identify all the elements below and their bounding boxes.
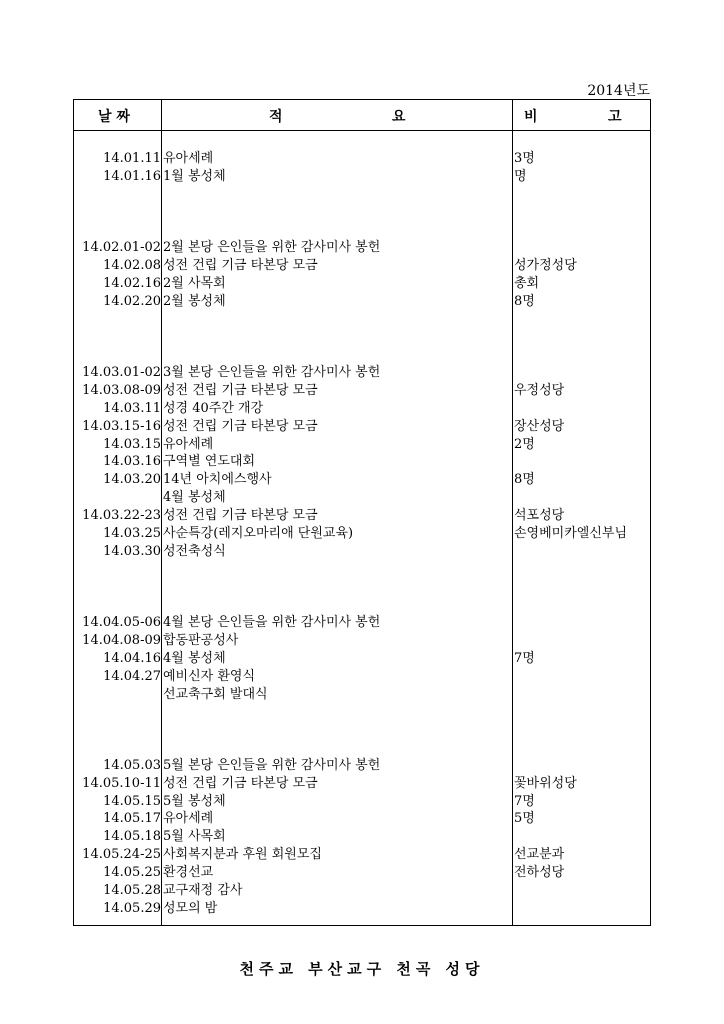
header-date: 날 짜 — [98, 109, 130, 125]
table-row — [74, 382, 650, 400]
row-note: 전하성당 — [514, 865, 565, 880]
row-summary: 합동판공성사 — [163, 632, 239, 648]
row-date: 14.03.25 — [103, 525, 161, 541]
table-row — [74, 346, 650, 364]
row-summary: 성전 건립 기금 타본당 모금 — [163, 258, 318, 274]
table-row — [74, 775, 650, 793]
table-row — [74, 150, 650, 168]
parish-footer: 천주교 부산교구 천곡 성당 — [239, 960, 485, 978]
row-date: 14.03.11 — [103, 400, 161, 416]
table-row — [74, 186, 650, 204]
row-summary: 성전 건립 기금 타본당 모금 — [163, 418, 318, 434]
row-note: 우정성당 — [514, 383, 565, 399]
row-date: 14.02.08 — [103, 258, 161, 274]
row-summary: 유아세례 — [163, 151, 214, 166]
row-summary: 유아세례 — [163, 436, 214, 452]
row-summary: 성전 건립 기금 타본당 모금 — [163, 508, 318, 523]
table-row — [74, 561, 650, 579]
row-note: 꽃바위성당 — [514, 775, 577, 791]
row-date: 14.02.16 — [103, 275, 161, 291]
row-summary: 4월 봉성체 — [163, 490, 226, 506]
row-summary: 예비신자 환영식 — [163, 668, 256, 684]
row-summary: 5월 본당 은인들을 위한 감사미사 봉헌 — [163, 757, 381, 773]
row-date: 14.05.24-25 — [82, 847, 161, 863]
row-note: 8명 — [514, 472, 535, 488]
table-row — [74, 525, 650, 543]
row-note: 석포성당 — [514, 508, 565, 523]
row-summary: 2월 사목회 — [163, 275, 226, 291]
table-row — [74, 168, 650, 186]
row-note: 총회 — [514, 275, 540, 291]
table-row — [74, 543, 650, 561]
row-summary: 구역별 연도대회 — [163, 454, 256, 470]
row-date: 14.03.01-02 — [82, 365, 161, 381]
table-row — [74, 882, 650, 900]
table-row — [74, 900, 650, 918]
row-summary: 4월 봉성체 — [163, 650, 226, 666]
row-note: 5명 — [514, 811, 535, 827]
row-summary: 사순특강(레지오마리애 단원교육) — [163, 525, 354, 541]
table-row — [74, 828, 650, 846]
year-label: 2014년도 — [587, 83, 650, 99]
row-summary: 교구재정 감사 — [163, 882, 243, 898]
row-summary: 성전 건립 기금 타본당 모금 — [163, 383, 318, 399]
table-row — [74, 578, 650, 596]
row-date: 14.05.10-11 — [82, 775, 161, 791]
row-date: 14.02.01-02 — [82, 240, 161, 256]
table-row — [74, 668, 650, 686]
table-row — [74, 614, 650, 632]
table-row — [74, 471, 650, 489]
row-summary: 성경 40주간 개강 — [163, 400, 264, 416]
table-row — [74, 418, 650, 436]
table-row — [74, 757, 650, 775]
row-date: 14.05.25 — [103, 865, 161, 880]
row-note: 성가정성당 — [514, 258, 577, 274]
row-date: 14.05.17 — [103, 811, 161, 827]
row-summary: 14년 아치에스행사 — [163, 472, 272, 488]
row-summary: 성모의 밤 — [163, 900, 218, 916]
row-date: 14.03.15 — [103, 436, 161, 452]
table-row — [74, 686, 650, 704]
row-summary: 5월 사목회 — [163, 829, 226, 845]
table-row — [74, 632, 650, 650]
table-row — [74, 739, 650, 757]
row-summary: 1월 봉성체 — [163, 168, 226, 184]
row-summary: 성전 건립 기금 타본당 모금 — [163, 775, 318, 791]
table-body — [74, 130, 650, 925]
table-row — [74, 364, 650, 382]
row-date: 14.04.05-06 — [82, 615, 161, 631]
table-row — [74, 257, 650, 275]
table-row — [74, 793, 650, 811]
header-note-right: 고 — [608, 109, 622, 125]
row-date: 14.05.18 — [103, 829, 161, 845]
row-summary: 4월 본당 은인들을 위한 감사미사 봉헌 — [163, 615, 381, 631]
row-date: 14.03.20 — [103, 472, 161, 488]
row-summary: 유아세례 — [163, 811, 214, 827]
header-summary-right: 요 — [392, 109, 406, 125]
row-date: 14.03.15-16 — [82, 418, 161, 434]
row-note: 8명 — [514, 293, 535, 309]
row-date: 14.01.16 — [103, 168, 161, 184]
table-row — [74, 293, 650, 311]
table-row — [74, 239, 650, 257]
row-date: 14.04.08-09 — [82, 632, 161, 648]
table-row — [74, 453, 650, 471]
row-note: 7명 — [514, 650, 535, 666]
row-note: 선교분과 — [514, 847, 565, 863]
row-note: 손영베미카엘신부님 — [514, 525, 628, 541]
row-date: 14.03.08-09 — [82, 383, 161, 399]
row-date: 14.03.22-23 — [82, 508, 161, 523]
table-row — [74, 489, 650, 507]
table-row — [74, 329, 650, 347]
table-row — [74, 864, 650, 882]
table-row — [74, 204, 650, 222]
row-note: 3명 — [514, 151, 535, 166]
table-row — [74, 436, 650, 454]
row-note: 명 — [514, 168, 527, 184]
row-date: 14.03.30 — [103, 543, 161, 559]
row-date: 14.05.15 — [103, 793, 161, 809]
table-row — [74, 810, 650, 828]
row-date: 14.03.16 — [103, 454, 161, 470]
table-row — [74, 721, 650, 739]
table-row — [74, 596, 650, 614]
row-date: 14.05.29 — [103, 900, 161, 916]
header-note-left: 비 — [524, 109, 538, 125]
table-row — [74, 275, 650, 293]
table-row — [74, 507, 650, 525]
row-summary: 선교축구회 발대식 — [163, 686, 268, 702]
row-date: 14.04.27 — [103, 668, 161, 684]
row-date: 14.01.11 — [103, 151, 161, 166]
table-row — [74, 400, 650, 418]
table-row — [74, 221, 650, 239]
row-summary: 2월 봉성체 — [163, 293, 226, 309]
schedule-table — [73, 99, 651, 926]
table-row — [74, 311, 650, 329]
row-date: 14.05.03 — [103, 757, 161, 773]
row-summary: 환경선교 — [163, 865, 214, 880]
table-row — [74, 846, 650, 864]
row-summary: 5월 봉성체 — [163, 793, 226, 809]
row-summary: 사회복지분과 후원 회원모집 — [163, 847, 322, 863]
row-summary: 3월 본당 은인들을 위한 감사미사 봉헌 — [163, 365, 381, 381]
table-row — [74, 650, 650, 668]
row-note: 장산성당 — [514, 418, 565, 434]
header-summary-left: 적 — [269, 109, 283, 125]
table-row — [74, 703, 650, 721]
row-summary: 성전축성식 — [163, 543, 226, 559]
row-note: 7명 — [514, 793, 535, 809]
row-note: 2명 — [514, 436, 535, 452]
row-date: 14.04.16 — [103, 650, 161, 666]
row-summary: 2월 본당 은인들을 위한 감사미사 봉헌 — [163, 240, 381, 256]
row-date: 14.05.28 — [103, 882, 161, 898]
row-date: 14.02.20 — [103, 293, 161, 309]
